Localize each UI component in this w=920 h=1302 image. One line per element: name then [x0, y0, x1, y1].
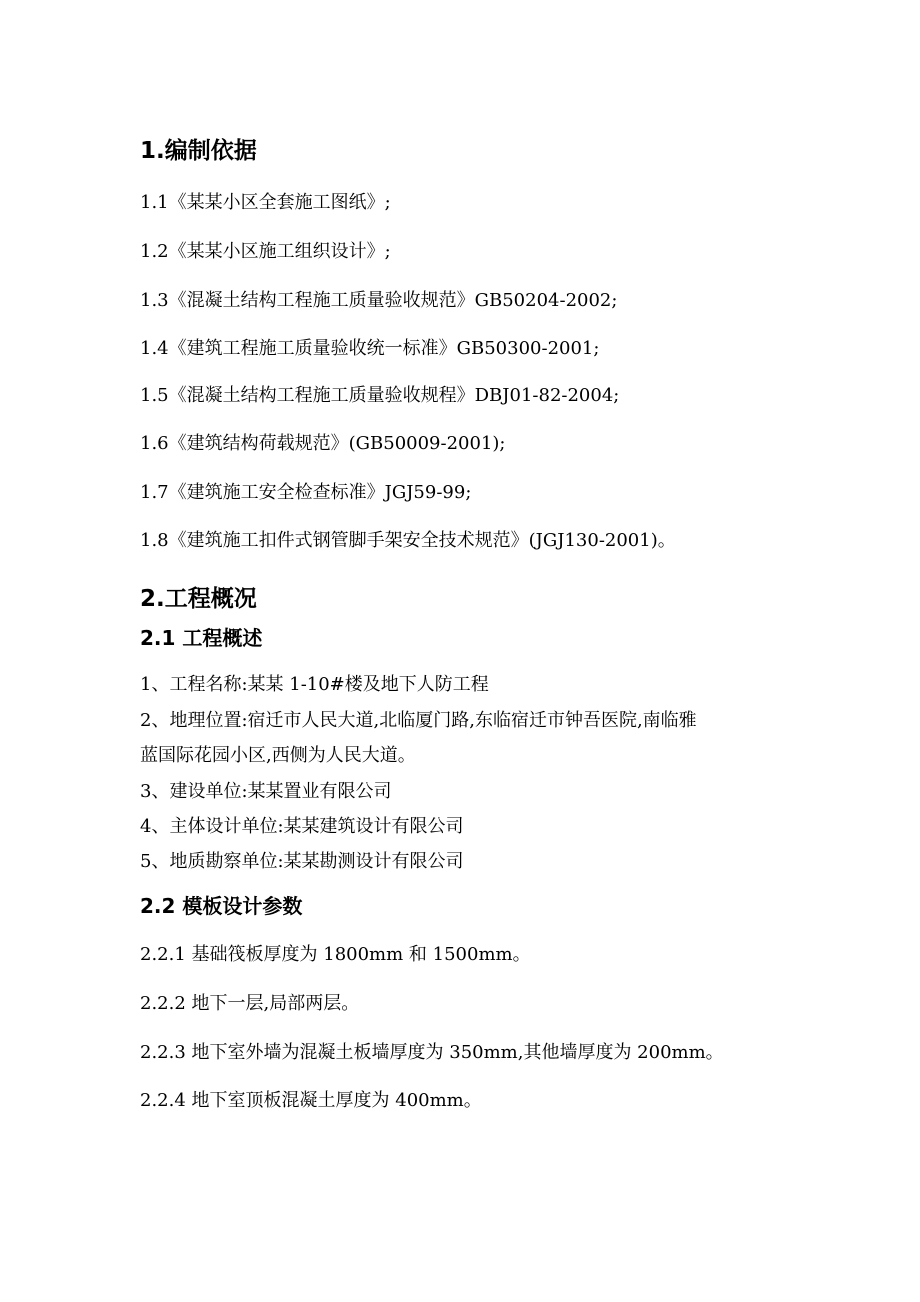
parameter-item: 2.2.2 地下一层,局部两层。: [140, 993, 360, 1014]
reference-item: 1.7《建筑施工安全检查标准》JGJ59-99;: [140, 482, 472, 503]
reference-item: 1.6《建筑结构荷载规范》(GB50009-2001);: [140, 433, 506, 454]
parameter-item: 2.2.4 地下室顶板混凝土厚度为 400mm。: [140, 1090, 482, 1111]
subsection-2-2-heading: 2.2 模板设计参数: [140, 894, 303, 918]
parameter-item: 2.2.3 地下室外墙为混凝土板墙厚度为 350mm,其他墙厚度为 200mm。: [140, 1042, 724, 1063]
overview-item: 4、主体设计单位:某某建筑设计有限公司: [140, 816, 464, 837]
subsection-2-1-heading: 2.1 工程概述: [140, 626, 263, 650]
overview-item: 蓝国际花园小区,西侧为人民大道。: [140, 745, 416, 766]
overview-item: 2、地理位置:宿迁市人民大道,北临厦门路,东临宿迁市钟吾医院,南临雅: [140, 710, 697, 731]
reference-item: 1.1《某某小区全套施工图纸》;: [140, 192, 391, 213]
parameter-item: 2.2.1 基础筏板厚度为 1800mm 和 1500mm。: [140, 944, 531, 965]
section-1-heading: 1.编制依据: [140, 138, 257, 164]
reference-item: 1.5《混凝土结构工程施工质量验收规程》DBJ01-82-2004;: [140, 385, 620, 406]
overview-item: 3、建设单位:某某置业有限公司: [140, 781, 392, 802]
reference-item: 1.8《建筑施工扣件式钢管脚手架安全技术规范》(JGJ130-2001)。: [140, 530, 676, 551]
overview-item: 5、地质勘察单位:某某勘测设计有限公司: [140, 851, 464, 872]
reference-item: 1.3《混凝土结构工程施工质量验收规范》GB50204-2002;: [140, 290, 618, 311]
section-2-heading: 2.工程概况: [140, 586, 257, 612]
overview-item: 1、工程名称:某某 1-10#楼及地下人防工程: [140, 674, 489, 695]
reference-item: 1.2《某某小区施工组织设计》;: [140, 241, 391, 262]
reference-item: 1.4《建筑工程施工质量验收统一标准》GB50300-2001;: [140, 338, 600, 359]
